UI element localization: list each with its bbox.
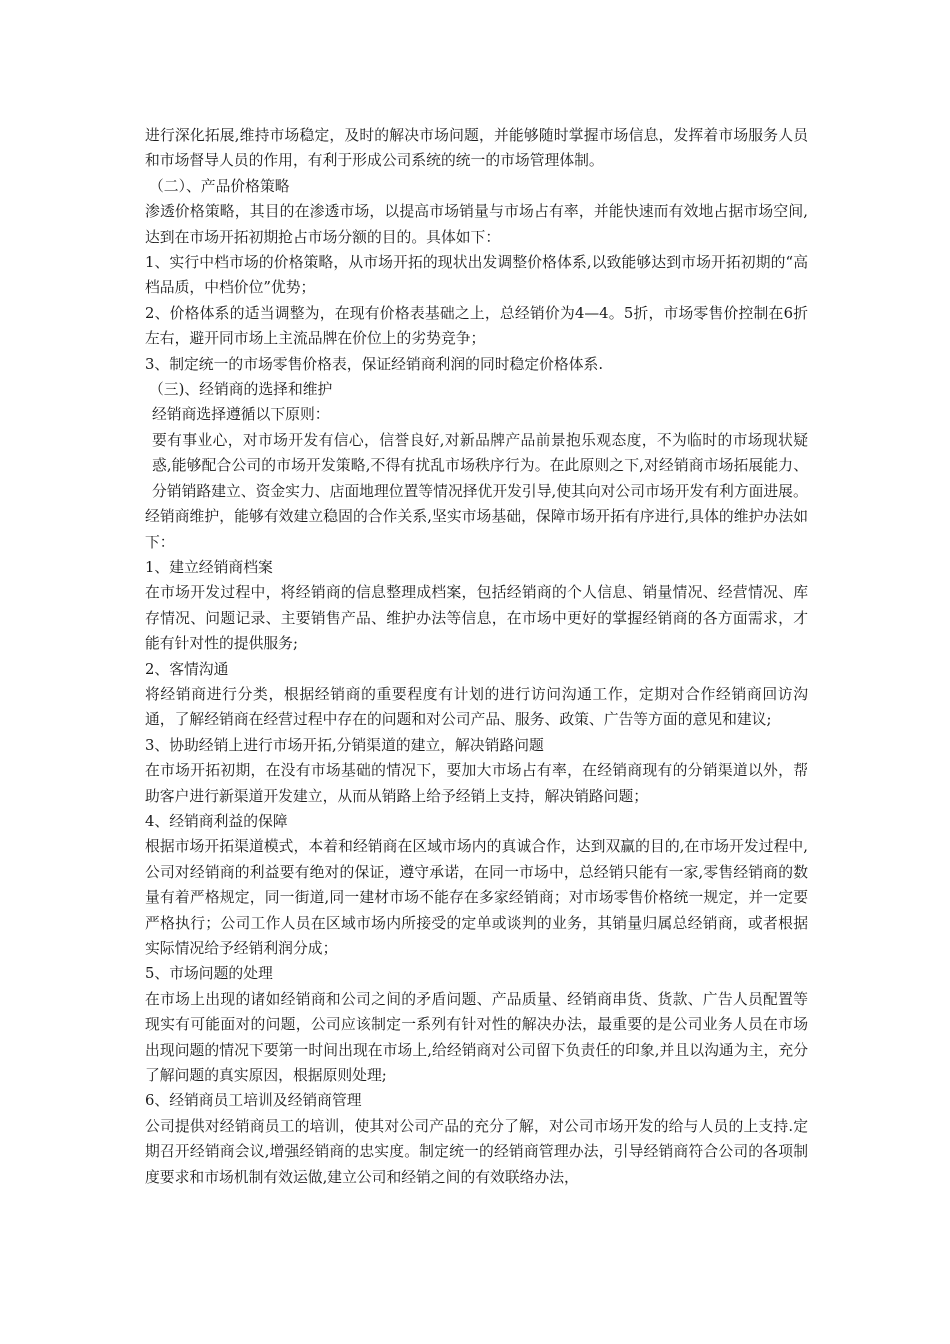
paragraph: 在市场开拓初期，在没有市场基础的情况下，要加大市场占有率，在经销商现有的分销渠道以外，帮助客户进行新渠道开发建立，从而从销路上给予经销上支持，解决销路问题； xyxy=(145,762,808,805)
list-item: 3、制定统一的市场零售价格表，保证经销商利润的同时稳定价格体系. xyxy=(145,355,604,373)
subsection-heading: 3、协助经销上进行市场开拓,分销渠道的建立，解决销路问题 xyxy=(145,736,544,754)
section-heading: （三)、经销商的选择和维护 xyxy=(149,381,333,399)
section-heading: （二）、产品价格策略 xyxy=(149,177,290,195)
list-item: 1、实行中档市场的价格策略，从市场开拓的现状出发调整价格体系,以致能够达到市场开拓初期的“高档品质，中档价位”优势； xyxy=(145,254,808,297)
paragraph: 将经销商进行分类，根据经销商的重要程度有计划的进行访问沟通工作，定期对合作经销商回访沟通，了解经销商在经营过程中存在的问题和对公司产品、服务、政策、广告等方面的意见和建议; xyxy=(145,685,808,729)
paragraph: 经销商选择遵循以下原则： xyxy=(152,406,330,424)
paragraph: 在市场上出现的诸如经销商和公司之间的矛盾问题、产品质量、经销商串货、货款、广告人员配置等现实有可能面对的问题，公司应该制定一系列有针对性的解决办法，最重要的是公司业务人员在市场出现问题的情况下要第一时间出现在市场上,给经销商对公司留下负责任的印象,并且以沟通为主，充分了解问题的真实原因，根据原则处理; xyxy=(145,990,808,1085)
subsection-heading: 6、经销商员工培训及经销商管理 xyxy=(145,1092,362,1110)
paragraph: 进行深化拓展,维持市场稳定，及时的解决市场问题，并能够随时掌握市场信息，发挥着市场服务人员和市场督导人员的作用，有利于形成公司系统的统一的市场管理体制。 xyxy=(145,127,808,170)
paragraph: 根据市场开拓渠道模式，本着和经销商在区域市场内的真诚合作，达到双赢的目的,在市场开发过程中,公司对经销商的利益要有绝对的保证，遵守承诺，在同一市场中，总经销只能有一家,零售经销商的数量有着严格规定，同一街道,同一建材市场不能存在多家经销商；对市场零售价格统一规定，并一定要严格执行；公司工作人员在区域市场内所接受的定单或谈判的业务，其销量归属总经销商，或者根据实际情况给予经销利润分成； xyxy=(145,838,808,957)
paragraph: 渗透价格策略，其目的在渗透市场，以提高市场销量与市场占有率，并能快速而有效地占据市场空间,达到在市场开拓初期抢占市场分额的目的。具体如下： xyxy=(145,203,808,246)
list-item: 2、价格体系的适当调整为，在现有价格表基础之上，总经销价为4—4。5折，市场零售价控制在6折左右，避开同市场上主流品牌在价位上的劣势竞争； xyxy=(145,304,808,348)
paragraph: 要有事业心，对市场开发有信心，信誉良好,对新品牌产品前景抱乐观态度，不为临时的市场现状疑惑,能够配合公司的市场开发策略,不得有扰乱市场秩序行为。在此原则之下,对经销商市场拓展能力、分销销路建立、资金实力、店面地理位置等情况择优开发引导,使其向对公司市场开发有利方面进展。 xyxy=(152,431,808,500)
subsection-heading: 4、经销商利益的保障 xyxy=(145,812,288,830)
subsection-heading: 1、建立经销商档案 xyxy=(145,558,273,576)
document-body xyxy=(145,123,808,1190)
paragraph: 公司提供对经销商员工的培训，使其对公司产品的充分了解，对公司市场开发的给与人员的上支持.定期召开经销商会议,增强经销商的忠实度。制定统一的经销商管理办法，引导经销商符合公司的各项制度要求和市场机制有效运做,建立公司和经销之间的有效联络办法， xyxy=(145,1117,808,1186)
subsection-heading: 2、客情沟通 xyxy=(145,660,229,678)
paragraph: 经销商维护，能够有效建立稳固的合作关系,坚实市场基础，保障市场开拓有序进行,具体的维护办法如下： xyxy=(145,508,808,551)
paragraph: 在市场开发过程中，将经销商的信息整理成档案，包括经销商的个人信息、销量情况、经营情况、库存情况、问题记录、主要销售产品、维护办法等信息，在市场中更好的掌握经销商的各方面需求，才能有针对性的提供服务; xyxy=(145,584,808,653)
subsection-heading: 5、市场问题的处理 xyxy=(145,965,273,983)
